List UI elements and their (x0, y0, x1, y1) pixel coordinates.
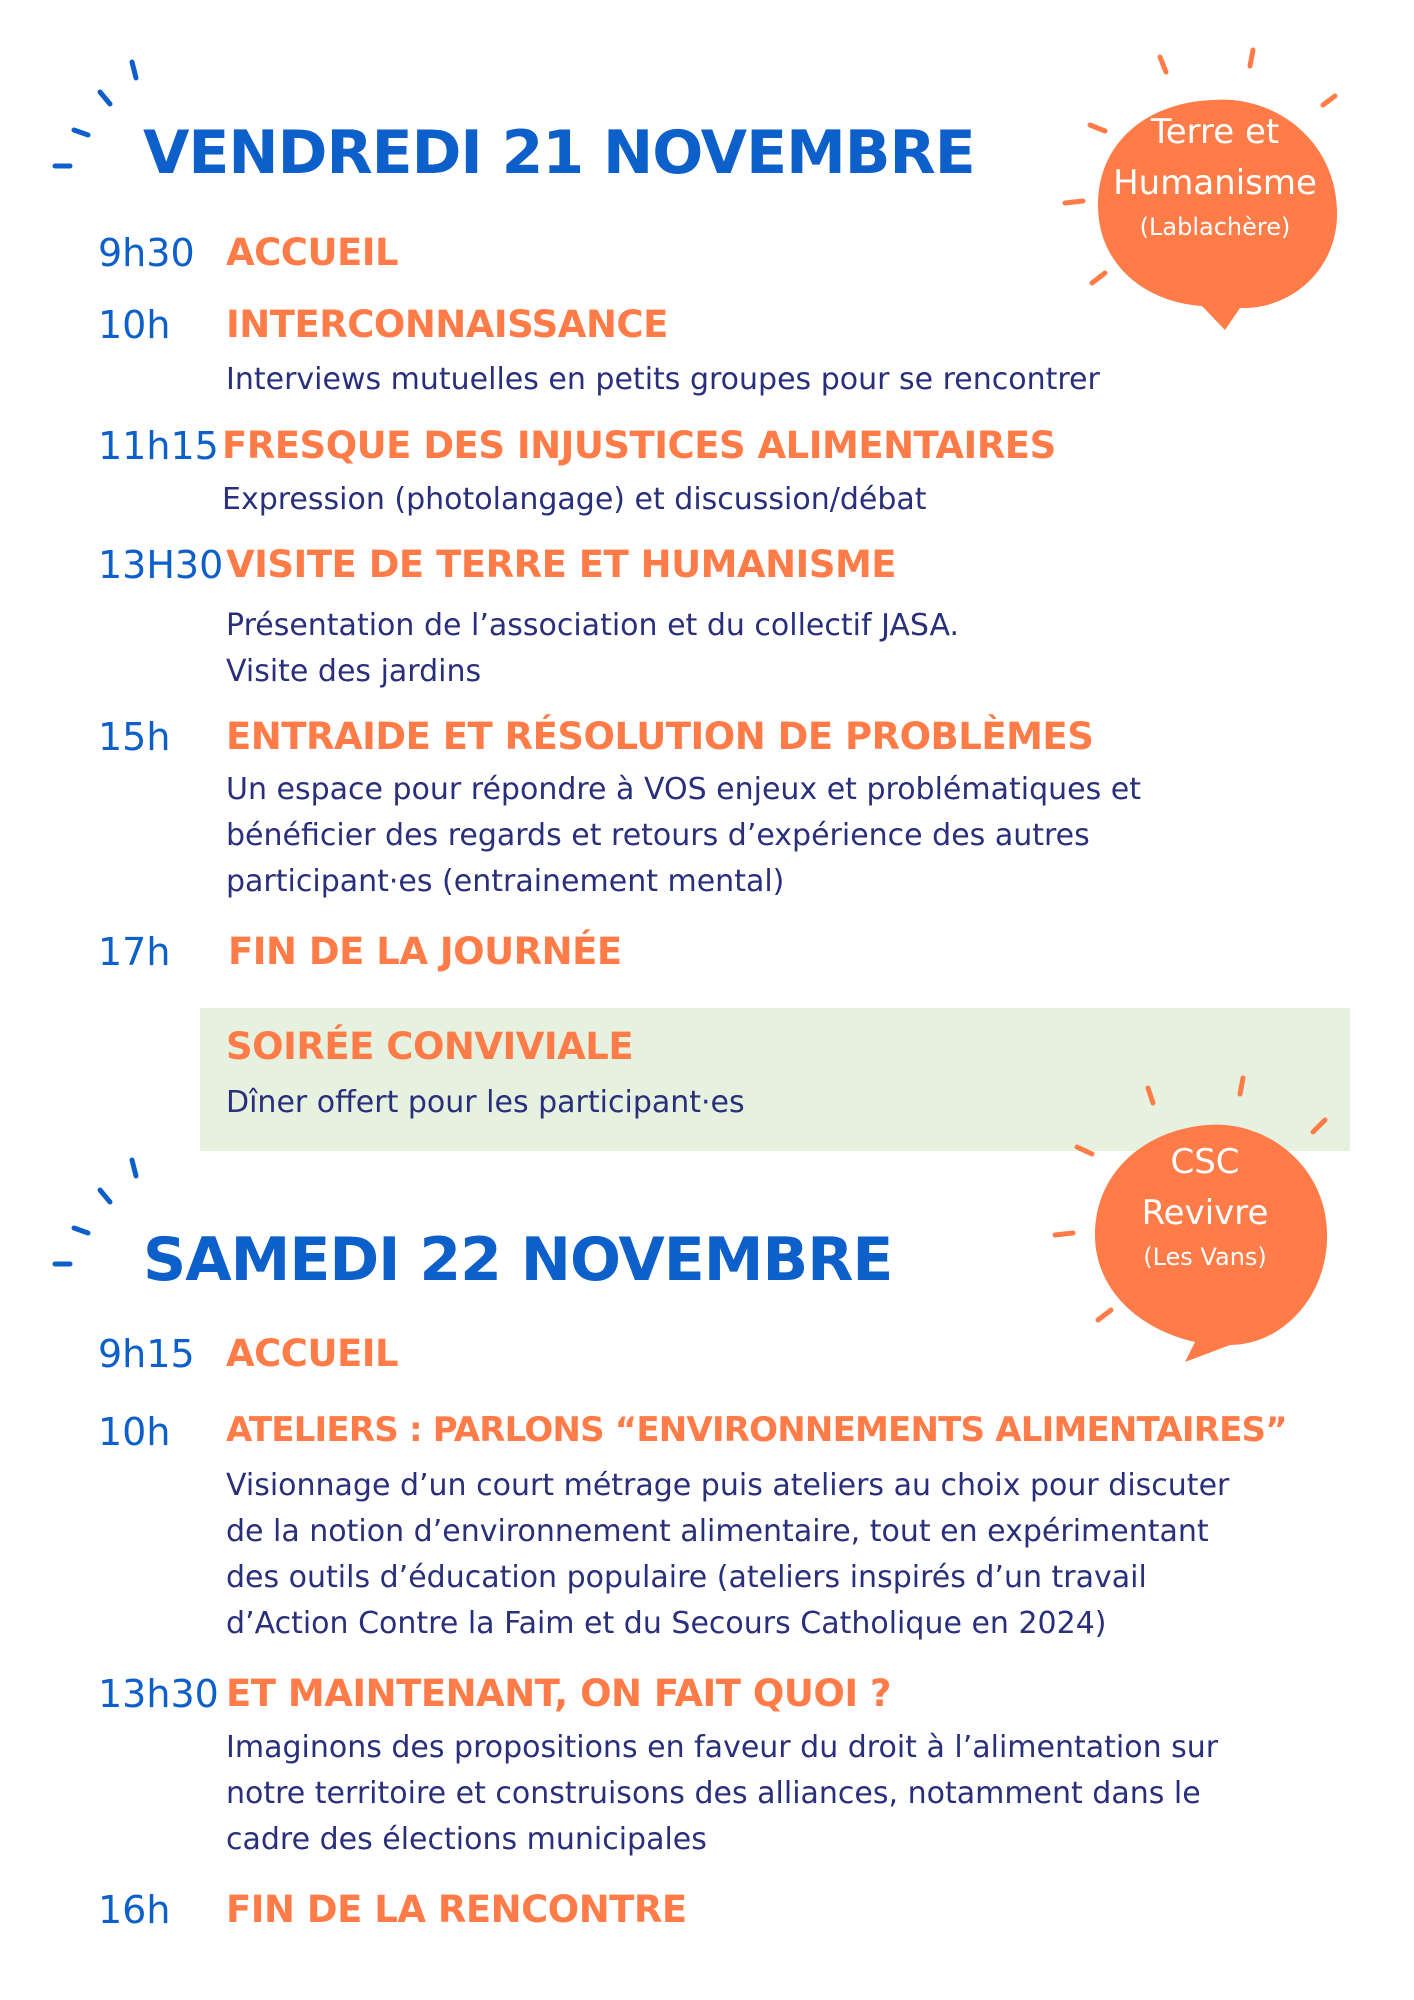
soiree-desc: Dîner offert pour les participant·es (226, 1085, 745, 1120)
schedule-title: FIN DE LA RENCONTRE (226, 1888, 687, 1931)
venue-line-2: Revivre (1141, 1193, 1269, 1233)
schedule-desc: Imaginons des propositions en faveur du droit à l’alimentation sur (226, 1730, 1219, 1765)
schedule-desc: Visite des jardins (226, 654, 482, 689)
schedule-title: ENTRAIDE ET RÉSOLUTION DE PROBLÈMES (226, 715, 1094, 758)
schedule-desc: d’Action Contre la Faim et du Secours Catholique en 2024) (226, 1606, 1107, 1641)
schedule-desc: Présentation de l’association et du collectif JASA. (226, 608, 960, 643)
venue-line-1: Terre et (1150, 112, 1280, 152)
schedule-title: INTERCONNAISSANCE (226, 303, 668, 346)
day1-title: VENDREDI 21 NOVEMBRE (143, 118, 975, 188)
schedule-desc: Interviews mutuelles en petits groupes pour se rencontrer (226, 362, 1100, 397)
venue-line-3: (Lablachère) (1139, 213, 1291, 241)
day2-title: SAMEDI 22 NOVEMBRE (143, 1225, 893, 1295)
venue-line-2: Humanisme (1113, 163, 1317, 203)
schedule-desc: Expression (photolangage) et discussion/débat (222, 482, 927, 517)
schedule-title: ATELIERS : PARLONS “ENVIRONNEMENTS ALIMENTAIRES” (226, 1410, 1287, 1450)
schedule-time: 17h (98, 930, 171, 974)
soiree-title: SOIRÉE CONVIVIALE (226, 1025, 634, 1068)
schedule-desc: bénéficier des regards et retours d’expérience des autres (226, 818, 1090, 853)
schedule-title: ET MAINTENANT, ON FAIT QUOI ? (226, 1672, 891, 1715)
schedule-desc: des outils d’éducation populaire (ateliers inspirés d’un travail (226, 1560, 1147, 1595)
venue-line-1: CSC (1170, 1142, 1240, 1182)
schedule-title: FRESQUE DES INJUSTICES ALIMENTAIRES (222, 424, 1056, 467)
schedule-desc: cadre des élections municipales (226, 1822, 707, 1857)
schedule-time: 10h (98, 303, 171, 347)
schedule-time: 13H30 (98, 543, 224, 587)
schedule-title: VISITE DE TERRE ET HUMANISME (226, 543, 897, 586)
schedule-time: 16h (98, 1888, 171, 1932)
schedule-time: 10h (98, 1410, 171, 1454)
schedule-time: 13h30 (98, 1672, 219, 1716)
accent-marks-icon (40, 1150, 150, 1280)
schedule-time: 15h (98, 715, 171, 759)
schedule-time: 9h30 (98, 231, 195, 275)
schedule-time: 9h15 (98, 1332, 195, 1376)
accent-marks-icon (40, 50, 150, 180)
schedule-title: ACCUEIL (226, 1332, 399, 1375)
schedule-desc: Visionnage d’un court métrage puis ateliers au choix pour discuter (226, 1468, 1230, 1503)
venue-line-3: (Les Vans) (1143, 1243, 1267, 1271)
schedule-desc: de la notion d’environnement alimentaire, tout en expérimentant (226, 1514, 1209, 1549)
schedule-desc: participant·es (entrainement mental) (226, 864, 785, 899)
schedule-title: ACCUEIL (226, 231, 399, 274)
schedule-time: 11h15 (98, 424, 219, 468)
schedule-desc: Un espace pour répondre à VOS enjeux et problématiques et (226, 772, 1141, 807)
schedule-title: FIN DE LA JOURNÉE (228, 930, 622, 973)
schedule-desc: notre territoire et construisons des alliances, notamment dans le (226, 1776, 1201, 1811)
